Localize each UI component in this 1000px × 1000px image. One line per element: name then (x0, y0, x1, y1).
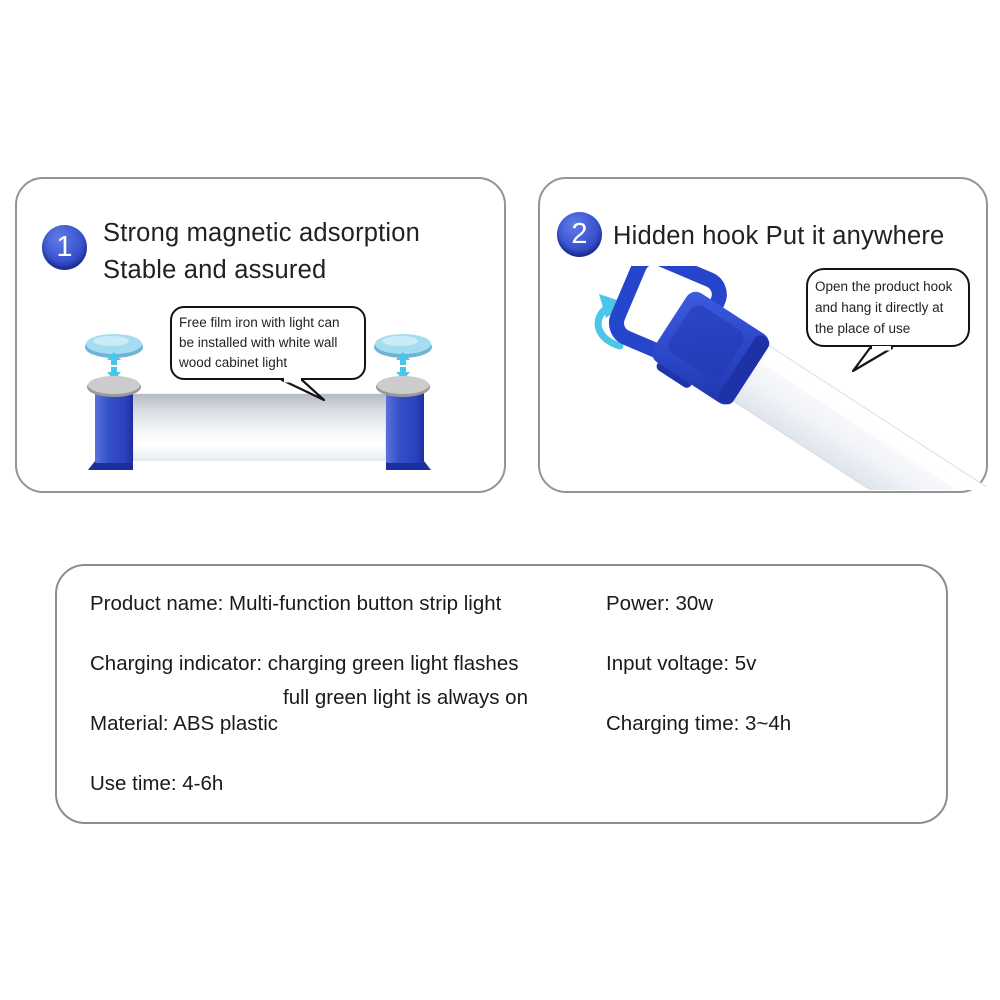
feature1-number: 1 (56, 231, 73, 263)
feature2-number: 2 (571, 218, 588, 250)
tube-body (133, 394, 386, 460)
left-magnet-icon (85, 334, 143, 397)
left-end-cap (88, 388, 133, 470)
spec-use-time: Use time: 4-6h (90, 772, 224, 795)
feature2-title: Hidden hook Put it anywhere (613, 222, 945, 250)
bubble1-tail (278, 378, 328, 404)
spec-charging-time: Charging time: 3~4h (606, 712, 792, 735)
right-magnet-icon (374, 334, 432, 397)
bubble2-line2: and hang it directly at (815, 300, 944, 315)
feature1-title-line1: Strong magnetic adsorption (103, 219, 421, 247)
spec-charging-indicator (90, 652, 528, 710)
spec-charging-indicator-line2: full green light is always on (283, 686, 528, 709)
spec-input-voltage: Input voltage: 5v (606, 652, 757, 675)
feature1-number-badge (42, 225, 87, 270)
feature1-title (103, 215, 420, 289)
bubble1-line3: wood cabinet light (179, 355, 288, 370)
feature2-number-badge (557, 212, 602, 257)
feature2-speech-bubble (806, 268, 970, 347)
right-end-cap (386, 388, 431, 470)
spec-power: Power: 30w (606, 592, 714, 615)
bubble2-line1: Open the product hook (815, 279, 953, 294)
bubble2-line3: the place of use (815, 321, 911, 336)
feature1-title-line2: Stable and assured (103, 256, 327, 284)
feature1-speech-bubble (170, 306, 366, 380)
bubble2-tail (846, 346, 898, 374)
spec-charging-indicator-line1: Charging indicator: charging green light flashes (90, 652, 519, 675)
spec-material: Material: ABS plastic (90, 712, 278, 735)
spec-product-name: Product name: Multi-function button strip light (90, 592, 502, 615)
bubble1-line1: Free film iron with light can (179, 315, 340, 330)
bubble1-line2: be installed with white wall (179, 335, 338, 350)
